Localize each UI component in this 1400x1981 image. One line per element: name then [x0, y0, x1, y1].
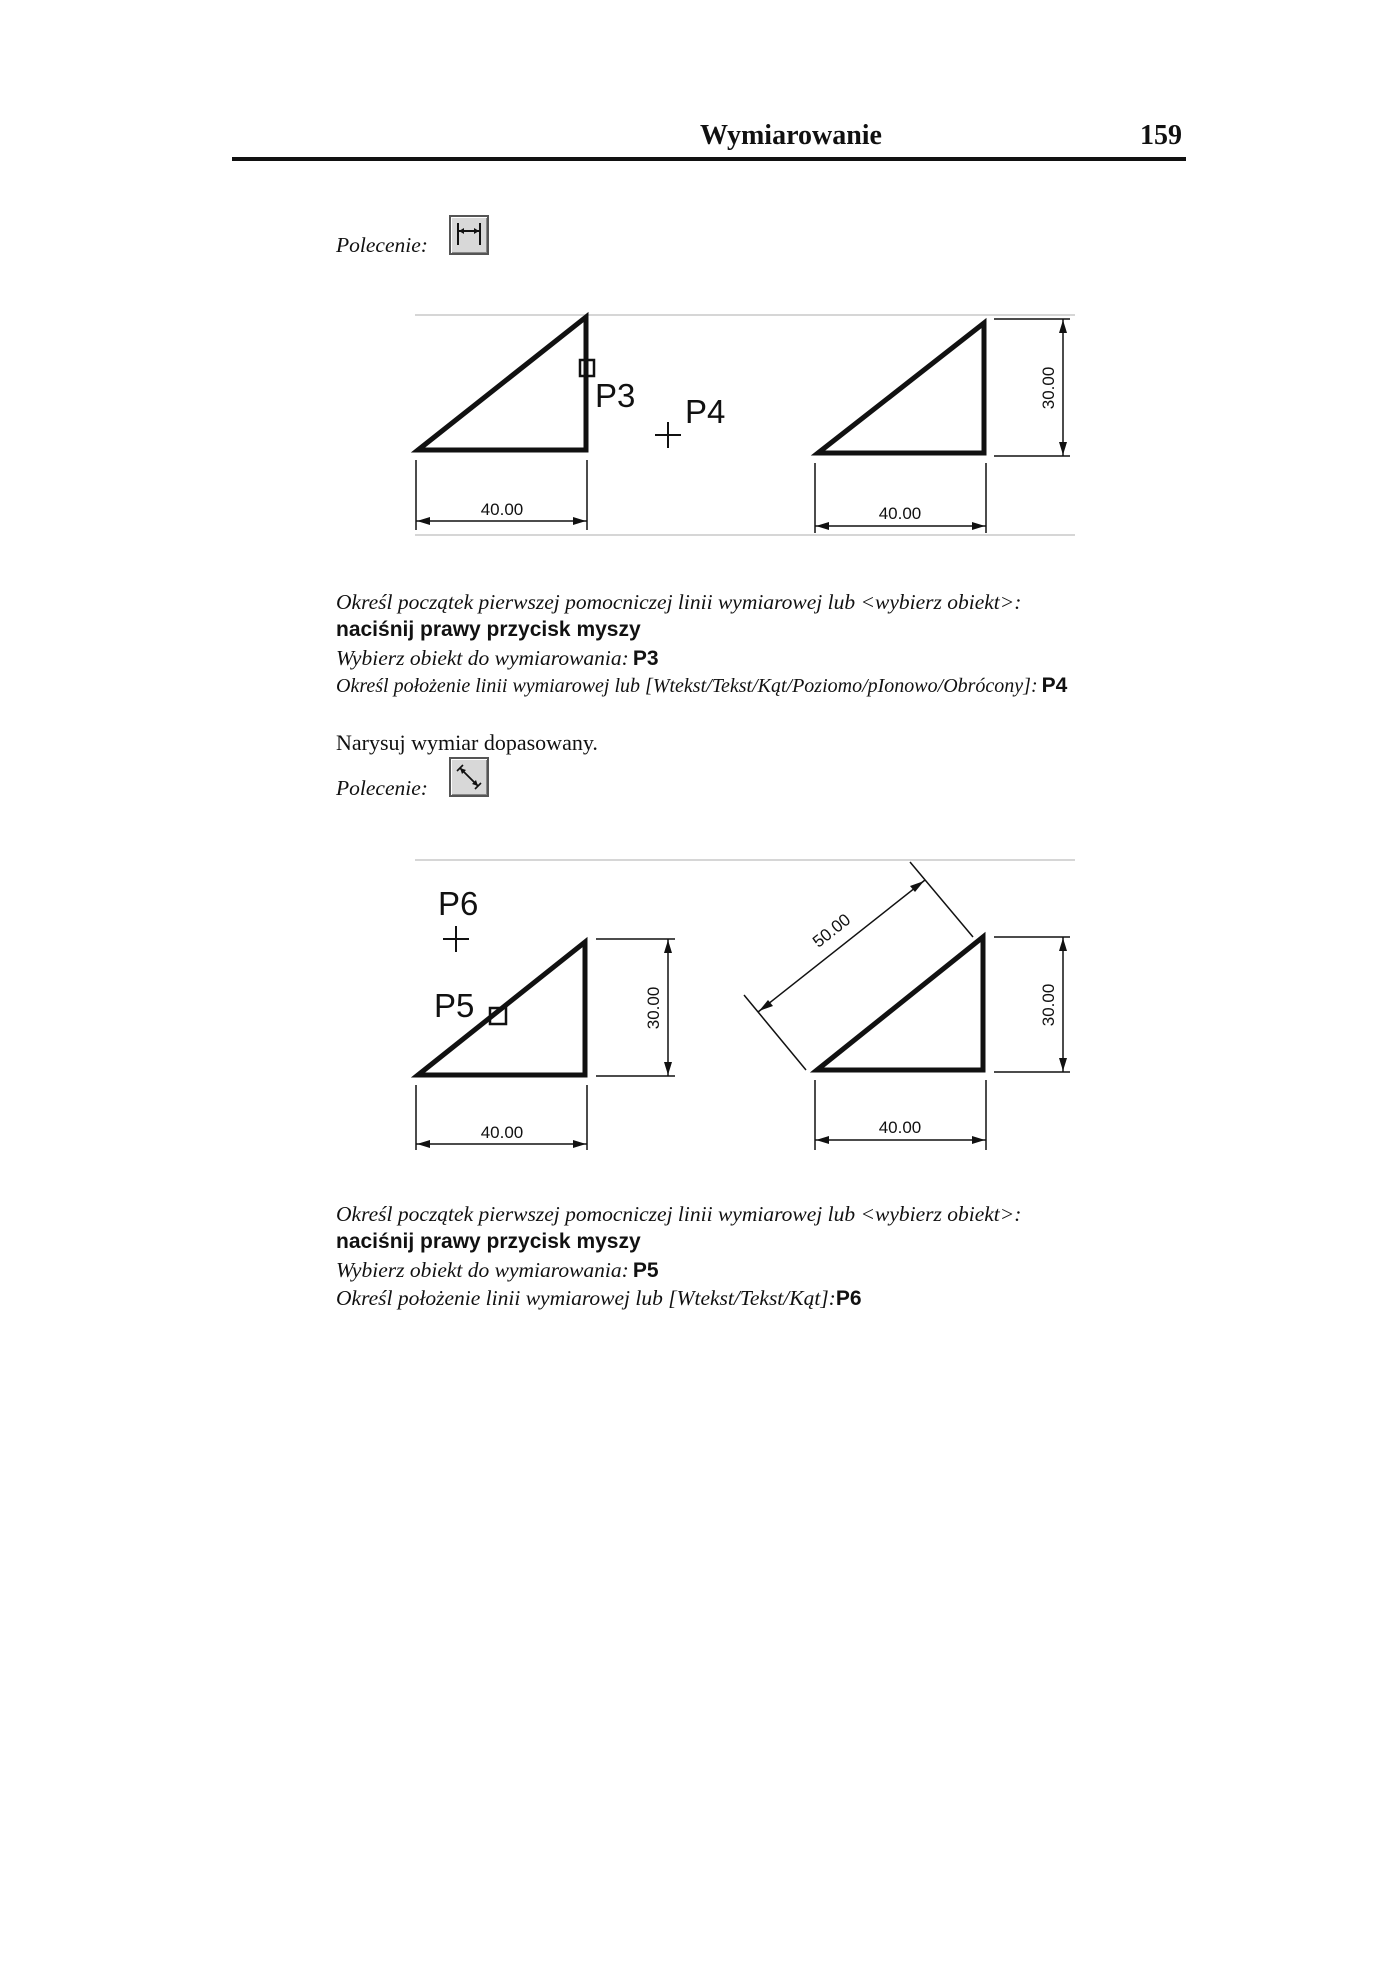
chapter-title: Wymiarowanie	[700, 120, 882, 151]
prompt-answer: naciśnij prawy przycisk myszy	[336, 1230, 641, 1253]
dimension-horizontal-left	[416, 460, 587, 530]
figure-linear-dimension	[410, 305, 1080, 540]
triangle-right	[817, 937, 983, 1070]
prompt-text: Wybierz obiekt do wymiarowania:	[336, 1258, 629, 1282]
prompt-text: Wybierz obiekt do wymiarowania:	[336, 646, 629, 670]
prompt-line-4	[336, 1286, 862, 1311]
prompt-text: Określ położenie linii wymiarowej lub [Wtekst/Tekst/Kąt/Poziomo/pIonowo/Obrócony]:	[336, 675, 1038, 697]
point-marker-p4	[655, 422, 681, 448]
linear-dimension-icon[interactable]	[449, 215, 489, 255]
header-rule	[232, 157, 1186, 161]
point-label-p3: P3	[595, 377, 636, 414]
prompt-answer: P3	[632, 647, 659, 670]
dimension-text-left-vertical: 30.00	[644, 986, 663, 1030]
aligned-dimension-icon[interactable]	[449, 757, 489, 797]
prompt-text: Określ początek pierwszej pomocniczej linii wymiarowej lub <wybierz obiekt>:	[336, 1202, 1022, 1226]
prompt-answer: P5	[632, 1259, 659, 1282]
prompt-text: Określ początek pierwszej pomocniczej linii wymiarowej lub <wybierz obiekt>:	[336, 590, 1022, 614]
prompt-answer: P6	[835, 1287, 862, 1310]
page-number: 159	[1140, 120, 1182, 151]
prompt-line-2	[336, 618, 641, 642]
dimension-text-left-bottom: 40.00	[480, 500, 524, 519]
prompt-answer: naciśnij prawy przycisk myszy	[336, 618, 641, 641]
command-label: Polecenie:	[336, 776, 428, 800]
section-intro: Narysuj wymiar dopasowany.	[336, 730, 598, 755]
command-label: Polecenie:	[336, 233, 428, 257]
prompt-line-2	[336, 1230, 641, 1254]
dimension-vertical-left	[596, 939, 675, 1076]
dimension-text-right-bottom: 40.00	[878, 504, 922, 523]
figure-aligned-dimension	[410, 850, 1080, 1160]
prompt-answer: P4	[1041, 674, 1068, 697]
triangle-left	[418, 317, 586, 450]
prompt-line-4	[336, 674, 1067, 698]
dimension-horizontal-right	[815, 1080, 986, 1150]
point-label-p5: P5	[434, 987, 475, 1024]
prompt-line-1	[336, 590, 1021, 615]
point-label-p6: P6	[438, 885, 479, 922]
prompt-text: Określ położenie linii wymiarowej lub [Wtekst/Tekst/Kąt]:	[336, 1286, 836, 1310]
prompt-line-3	[336, 646, 659, 671]
point-marker-p6	[443, 926, 469, 952]
dimension-text-right-vertical: 30.00	[1039, 366, 1058, 410]
dimension-text-right-bottom: 40.00	[878, 1118, 922, 1137]
dimension-text-right-vertical: 30.00	[1039, 983, 1058, 1027]
prompt-line-3	[336, 1258, 659, 1283]
dimension-text-left-bottom: 40.00	[480, 1123, 524, 1142]
dimension-text-aligned: 50.00	[809, 910, 855, 952]
dimension-vertical-right	[994, 937, 1070, 1072]
point-label-p4: P4	[685, 393, 726, 430]
triangle-right	[818, 323, 984, 453]
prompt-line-1	[336, 1202, 1021, 1227]
dimension-vertical-right	[994, 319, 1070, 456]
